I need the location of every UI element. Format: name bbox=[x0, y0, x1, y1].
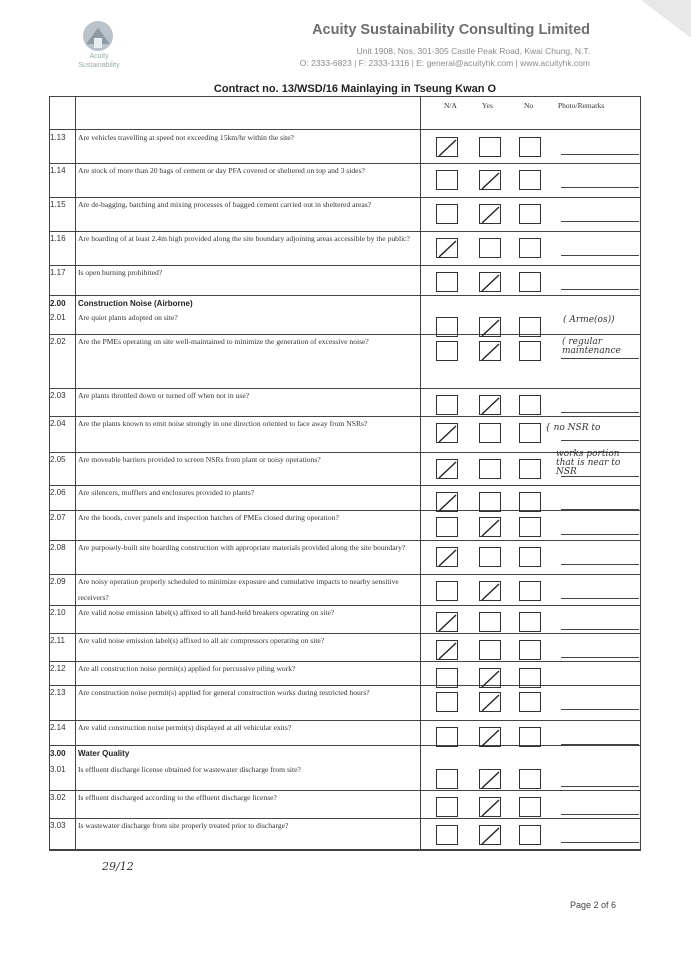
checkbox-yes[interactable] bbox=[479, 272, 501, 292]
check-mark-icon bbox=[436, 459, 460, 481]
question-text: Are noisy operation properly scheduled to minimize exposure and cumulative impacts to nearby sensitive receivers? bbox=[78, 577, 399, 602]
company-name: Acuity Sustainability Consulting Limited bbox=[312, 22, 590, 38]
check-mark-icon bbox=[436, 640, 460, 662]
remark-line bbox=[561, 629, 639, 630]
checkbox-no[interactable] bbox=[519, 692, 541, 712]
row-number: 2.03 bbox=[50, 391, 66, 400]
checkbox-no[interactable] bbox=[519, 459, 541, 479]
checkbox-na[interactable] bbox=[436, 797, 458, 817]
row-number: 1.17 bbox=[50, 268, 66, 277]
remark-line bbox=[561, 412, 639, 413]
checkbox-yes[interactable] bbox=[479, 640, 501, 660]
checkbox-na[interactable] bbox=[436, 692, 458, 712]
contact-line: O: 2333-6823 | F: 2333-1316 | E: general@acuityhk.com | www.acuityhk.com bbox=[299, 58, 590, 68]
remark-line bbox=[561, 657, 639, 658]
check-mark-icon bbox=[479, 272, 503, 294]
check-mark-icon bbox=[479, 797, 503, 819]
checkbox-no[interactable] bbox=[519, 492, 541, 512]
checkbox-yes[interactable] bbox=[479, 825, 501, 845]
remark-line bbox=[561, 255, 639, 256]
question-text: Are valid construction noise permit(s) displayed at all vehicular exits? bbox=[78, 723, 292, 732]
checkbox-na[interactable] bbox=[436, 341, 458, 361]
checkbox-no[interactable] bbox=[519, 137, 541, 157]
check-mark-icon bbox=[479, 317, 503, 339]
checkbox-yes[interactable] bbox=[479, 317, 501, 337]
checkbox-na[interactable] bbox=[436, 727, 458, 747]
checkbox-na[interactable] bbox=[436, 170, 458, 190]
checkbox-yes[interactable] bbox=[479, 547, 501, 567]
checkbox-no[interactable] bbox=[519, 517, 541, 537]
col-remarks: Photo/Remarks bbox=[558, 101, 605, 110]
row-number: 2.09 bbox=[50, 577, 66, 586]
checkbox-na[interactable] bbox=[436, 547, 458, 567]
section-number: 2.00 bbox=[50, 299, 66, 308]
checkbox-no[interactable] bbox=[519, 395, 541, 415]
check-mark-icon bbox=[479, 517, 503, 539]
checkbox-yes[interactable] bbox=[479, 612, 501, 632]
row-number: 2.13 bbox=[50, 688, 66, 697]
checkbox-na[interactable] bbox=[436, 612, 458, 632]
question-text: Are the PMEs operating on site well-maintained to minimize the generation of excessive noise? bbox=[78, 337, 369, 346]
checkbox-na[interactable] bbox=[436, 640, 458, 660]
remark-line bbox=[561, 289, 639, 290]
col-yes: Yes bbox=[482, 101, 493, 110]
contract-title: Contract no. 13/WSD/16 Mainlaying in Tseung Kwan O bbox=[213, 83, 497, 95]
check-mark-icon bbox=[479, 769, 503, 791]
checkbox-no[interactable] bbox=[519, 797, 541, 817]
checkbox-yes[interactable] bbox=[479, 668, 501, 688]
checkbox-na[interactable] bbox=[436, 204, 458, 224]
row-number: 2.01 bbox=[50, 313, 66, 322]
question-text: Are valid noise emission label(s) affixed to all hand-held breakers operating on site? bbox=[78, 608, 335, 617]
page-number: Page 2 of 6 bbox=[570, 900, 617, 910]
remark-line bbox=[561, 564, 639, 565]
check-mark-icon bbox=[479, 204, 503, 226]
checkbox-yes[interactable] bbox=[479, 341, 501, 361]
check-mark-icon bbox=[479, 727, 503, 749]
question-text: Are all construction noise permit(s) applied for percussive piling work? bbox=[78, 664, 296, 673]
checkbox-yes[interactable] bbox=[479, 797, 501, 817]
row-number: 2.07 bbox=[50, 513, 66, 522]
question-text: Is effluent discharge license obtained for wastewater discharge from site? bbox=[78, 765, 301, 774]
question-text: Are purposely-built site hoarding construction with appropriate materials provided along the site boundary? bbox=[78, 543, 406, 552]
remark-line bbox=[561, 685, 639, 686]
checkbox-no[interactable] bbox=[519, 170, 541, 190]
check-mark-icon bbox=[479, 825, 503, 847]
checkbox-no[interactable] bbox=[519, 423, 541, 443]
check-mark-icon bbox=[436, 137, 460, 159]
checkbox-na[interactable] bbox=[436, 395, 458, 415]
row-number: 1.15 bbox=[50, 200, 66, 209]
section-title: Water Quality bbox=[78, 749, 130, 758]
checkbox-na[interactable] bbox=[436, 517, 458, 537]
row-number: 1.14 bbox=[50, 166, 66, 175]
remark-line bbox=[561, 221, 639, 222]
checkbox-yes[interactable] bbox=[479, 581, 501, 601]
row-number: 2.06 bbox=[50, 488, 66, 497]
handwritten-remark: { no NSR to bbox=[545, 423, 601, 433]
section-number: 3.00 bbox=[50, 749, 66, 758]
handwritten-remark: ( regular maintenance bbox=[562, 337, 621, 356]
checkbox-no[interactable] bbox=[519, 547, 541, 567]
question-text: Is open burning prohibited? bbox=[78, 268, 163, 277]
question-text: Are quiet plants adopted on site? bbox=[78, 313, 178, 322]
checkbox-na[interactable] bbox=[436, 137, 458, 157]
logo-text: Acuity Sustainability bbox=[78, 53, 120, 69]
remark-line bbox=[561, 814, 639, 815]
checkbox-yes[interactable] bbox=[479, 137, 501, 157]
question-text: Are silencers, mufflers and enclosures provided to plants? bbox=[78, 488, 255, 497]
checkbox-yes[interactable] bbox=[479, 238, 501, 258]
checkbox-yes[interactable] bbox=[479, 692, 501, 712]
checkbox-no[interactable] bbox=[519, 317, 541, 337]
checkbox-na[interactable] bbox=[436, 668, 458, 688]
divider bbox=[75, 96, 76, 850]
row-divider bbox=[49, 295, 641, 296]
checkbox-yes[interactable] bbox=[479, 204, 501, 224]
checkbox-yes[interactable] bbox=[479, 769, 501, 789]
remark-line bbox=[561, 744, 639, 745]
check-mark-icon bbox=[436, 547, 460, 569]
row-divider bbox=[49, 745, 641, 746]
checkbox-na[interactable] bbox=[436, 423, 458, 443]
remark-line bbox=[561, 598, 639, 599]
address-line: Unit 1908, Nos. 301-305 Castle Peak Road, Kwai Chung, N.T. bbox=[356, 46, 590, 56]
remark-line bbox=[561, 187, 639, 188]
checkbox-no[interactable] bbox=[519, 204, 541, 224]
remark-line bbox=[561, 334, 639, 335]
page-corner-shadow bbox=[631, 0, 691, 40]
question-text: Are vehicles travelling at speed not exceeding 15km/hr within the site? bbox=[78, 133, 294, 142]
checkbox-na[interactable] bbox=[436, 459, 458, 479]
remark-line bbox=[561, 440, 639, 441]
col-no: No bbox=[524, 101, 534, 110]
checkbox-na[interactable] bbox=[436, 317, 458, 337]
handwritten-remark: ( Arme(os)) bbox=[563, 315, 615, 325]
checkbox-yes[interactable] bbox=[479, 492, 501, 512]
check-mark-icon bbox=[436, 492, 460, 514]
question-text: Are de-bagging, batching and mixing processes of bagged cement carried out in sheltered areas? bbox=[78, 200, 372, 209]
question-text: Are construction noise permit(s) applied for general construction works during restricted hours? bbox=[78, 688, 370, 697]
checkbox-yes[interactable] bbox=[479, 727, 501, 747]
question-text: Are stock of more than 20 bags of cement or day PFA covered or sheltered on top and 3 sides? bbox=[78, 166, 365, 175]
checkbox-na[interactable] bbox=[436, 272, 458, 292]
row-number: 2.04 bbox=[50, 419, 66, 428]
question-text: Are hoarding of at least 2.4m high provided along the site boundary adjoining areas accessible by the public? bbox=[78, 234, 410, 243]
checkbox-no[interactable] bbox=[519, 640, 541, 660]
row-number: 2.08 bbox=[50, 543, 66, 552]
remark-line bbox=[561, 534, 639, 535]
question-text: Is wastewater discharge from site properly treated prior to discharge? bbox=[78, 821, 289, 830]
check-mark-icon bbox=[479, 170, 503, 192]
checkbox-no[interactable] bbox=[519, 769, 541, 789]
question-text: Are moveable barriers provided to screen NSRs from plant or noisy operations? bbox=[78, 455, 321, 464]
checkbox-no[interactable] bbox=[519, 825, 541, 845]
check-mark-icon bbox=[479, 395, 503, 417]
remark-line bbox=[561, 709, 639, 710]
row-divider bbox=[49, 850, 641, 851]
checkbox-yes[interactable] bbox=[479, 517, 501, 537]
question-text: Are plants throttled down or turned off when not in use? bbox=[78, 391, 250, 400]
remark-line bbox=[561, 786, 639, 787]
row-number: 3.03 bbox=[50, 821, 66, 830]
checkbox-na[interactable] bbox=[436, 238, 458, 258]
check-mark-icon bbox=[436, 238, 460, 260]
section-title: Construction Noise (Airborne) bbox=[78, 299, 193, 308]
remark-line bbox=[561, 154, 639, 155]
row-number: 2.12 bbox=[50, 664, 66, 673]
question-text: Are the hoods, cover panels and inspection hatches of PMEs closed during operation? bbox=[78, 513, 339, 522]
check-mark-icon bbox=[436, 423, 460, 445]
row-number: 3.01 bbox=[50, 765, 66, 774]
checkbox-yes[interactable] bbox=[479, 459, 501, 479]
col-na: N/A bbox=[444, 101, 457, 110]
checkbox-no[interactable] bbox=[519, 581, 541, 601]
row-number: 2.14 bbox=[50, 723, 66, 732]
check-mark-icon bbox=[436, 612, 460, 634]
checkbox-no[interactable] bbox=[519, 238, 541, 258]
remark-line bbox=[561, 509, 639, 510]
checkbox-yes[interactable] bbox=[479, 170, 501, 190]
check-mark-icon bbox=[479, 581, 503, 603]
divider bbox=[420, 96, 421, 850]
row-number: 1.16 bbox=[50, 234, 66, 243]
remark-line bbox=[561, 842, 639, 843]
question-text: Are the plants known to emit noise strongly in one direction oriented to face away from NSRs? bbox=[78, 419, 368, 428]
checkbox-na[interactable] bbox=[436, 825, 458, 845]
row-number: 2.10 bbox=[50, 608, 66, 617]
row-number: 3.02 bbox=[50, 793, 66, 802]
checkbox-no[interactable] bbox=[519, 341, 541, 361]
checkbox-no[interactable] bbox=[519, 272, 541, 292]
company-address bbox=[230, 45, 590, 69]
checkbox-no[interactable] bbox=[519, 668, 541, 688]
handwritten-remark: works portion that is near to NSR bbox=[556, 449, 621, 477]
check-mark-icon bbox=[479, 668, 503, 690]
checkbox-na[interactable] bbox=[436, 581, 458, 601]
row-number: 2.05 bbox=[50, 455, 66, 464]
checkbox-yes[interactable] bbox=[479, 423, 501, 443]
checkbox-no[interactable] bbox=[519, 612, 541, 632]
question-text: Are valid noise emission label(s) affixed to all air compressors operating on site? bbox=[78, 636, 325, 645]
row-number: 1.13 bbox=[50, 133, 66, 142]
question-text: Is effluent discharged according to the effluent discharge license? bbox=[78, 793, 277, 802]
check-mark-icon bbox=[479, 692, 503, 714]
checkbox-yes[interactable] bbox=[479, 395, 501, 415]
checkbox-na[interactable] bbox=[436, 769, 458, 789]
checkbox-no[interactable] bbox=[519, 727, 541, 747]
remark-line bbox=[561, 358, 639, 359]
handwritten-date: 29/12 bbox=[102, 860, 134, 873]
row-number: 2.11 bbox=[50, 636, 65, 645]
checkbox-na[interactable] bbox=[436, 492, 458, 512]
check-mark-icon bbox=[479, 341, 503, 363]
row-number: 2.02 bbox=[50, 337, 66, 346]
